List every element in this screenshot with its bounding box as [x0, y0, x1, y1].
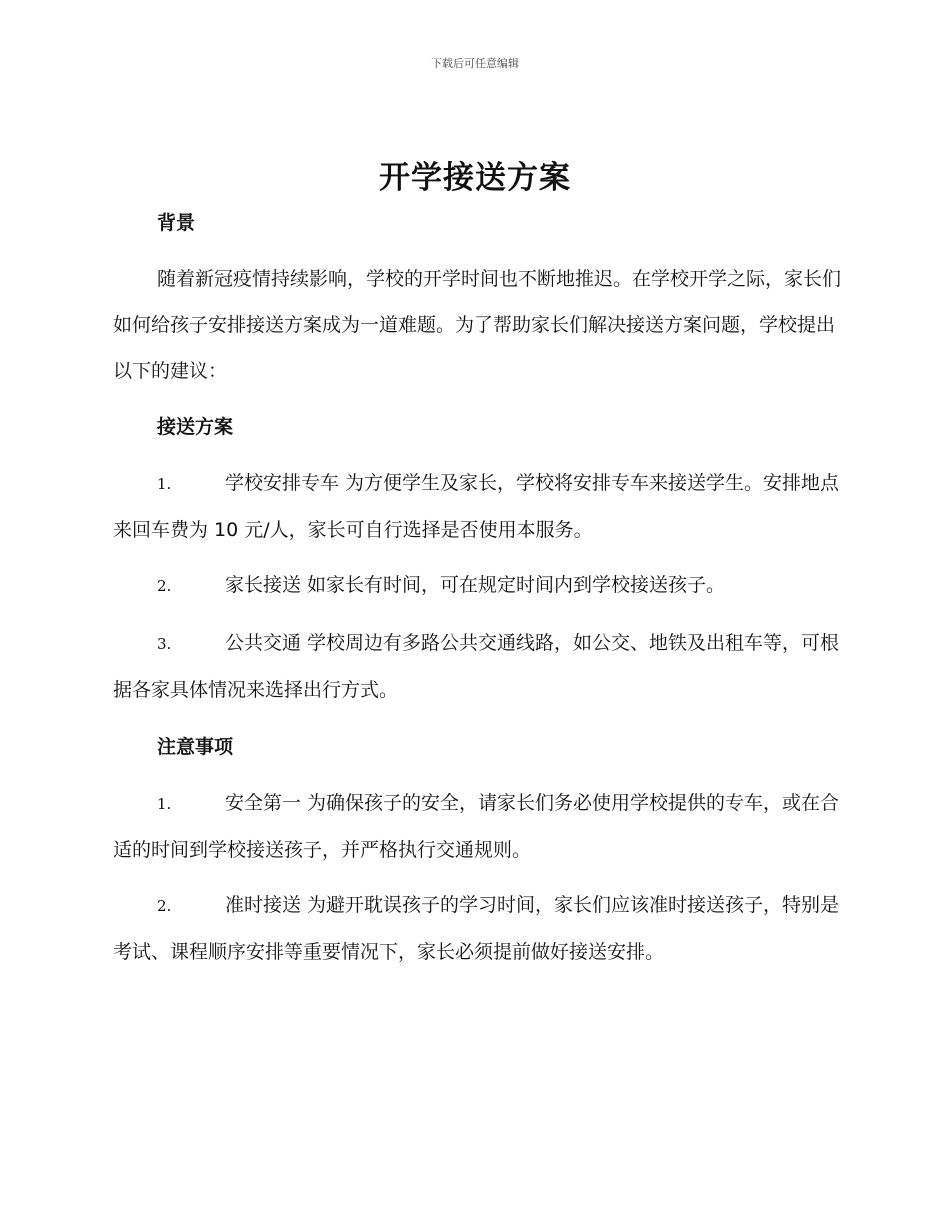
item-text: 公共交通 学校周边有多路公共交通线路，如公交、地铁及出租车等，可根据各家具体情况来选择出行方式。	[113, 632, 840, 701]
plan-item-2	[113, 562, 853, 609]
plan-item-3	[113, 620, 853, 713]
background-paragraph: 随着新冠疫情持续影响，学校的开学时间也不断地推迟。在学校开学之际，家长们如何给孩子安排接送方案成为一道难题。为了帮助家长们解决接送方案问题，学校提出以下的建议：	[113, 268, 842, 382]
section-heading-plan: 接送方案	[157, 416, 234, 438]
header-note: 下载后可任意编辑	[431, 57, 519, 70]
section-heading-notes: 注意事项	[157, 736, 234, 758]
item-text: 安全第一 为确保孩子的安全，请家长们务必使用学校提供的专车，或在合适的时间到学校接送孩子，并严格执行交通规则。	[113, 792, 840, 861]
item-number: 2.	[157, 577, 172, 595]
item-number: 2.	[157, 897, 172, 915]
notes-item-1	[113, 780, 853, 873]
section-heading-background: 背景	[157, 212, 196, 234]
item-text: 准时接送 为避开耽误孩子的学习时间，家长们应该准时接送孩子，特别是考试、课程顺序安排等重要情况下，家长必须提前做好接送安排。	[113, 894, 840, 963]
item-number: 3.	[157, 635, 172, 653]
document-title: 开学接送方案	[379, 160, 571, 196]
item-text: 家长接送 如家长有时间，可在规定时间内到学校接送孩子。	[225, 574, 726, 596]
item-number: 1.	[157, 795, 172, 813]
plan-item-1	[113, 460, 853, 553]
item-number: 1.	[157, 475, 172, 493]
notes-item-2	[113, 882, 853, 975]
item-text: 学校安排专车 为方便学生及家长，学校将安排专车来接送学生。安排地点来回车费为 10 元/人，家长可自行选择是否使用本服务。	[113, 472, 840, 541]
